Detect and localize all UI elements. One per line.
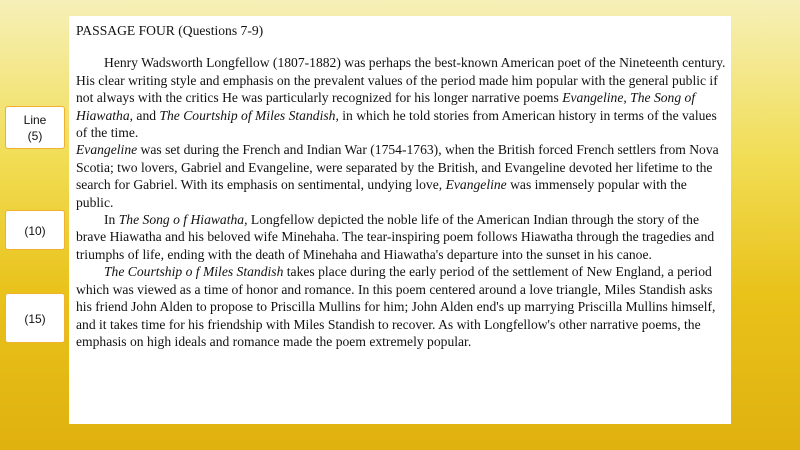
- p1-sep-1: ,: [623, 90, 631, 106]
- poem-title-standish: The Courtship of Miles Standish: [159, 107, 336, 123]
- paragraph-3: [76, 211, 726, 263]
- line-marker-label: Line: [23, 113, 47, 127]
- paragraph-4: [76, 263, 726, 350]
- p4-text-a: takes place during the early period of the settlement of New England, a period which was viewed as a time of honor and romance. In this poem centered around a love triangle, Miles Standish asks his friend John Alden to propose to Priscilla Mullins for him; John Alden end's up marrying Priscilla Mullins himself, and it takes time for his friendship with Miles Standish to recover. As with Longfellow's other narrative poems, the emphasis on high ideals and romance made the poem extremely popular.: [76, 264, 716, 349]
- poem-title-evangeline: Evangeline: [562, 90, 624, 106]
- paragraph-1: [76, 54, 726, 141]
- passage-text: [76, 22, 726, 350]
- paragraph-2: [76, 141, 726, 211]
- line-marker-15: (15): [5, 293, 65, 343]
- line-marker-number-5: (5): [27, 129, 43, 143]
- p3-poem-title: The Song o f Hiawatha: [118, 212, 245, 228]
- p3-text-b: , Longfellow depicted the noble life of the American Indian through the story of the brave Hiawatha and his beloved wife Minehaha. The tear-inspiring poem follows Hiawatha through the tragedies and triumphs of life, ending with the death of Minehaha and Hiawatha's departure into the sunset in his canoe.: [76, 212, 715, 262]
- passage-page: [69, 16, 731, 424]
- p2-text-b: was immensely popular with the public.: [76, 177, 687, 210]
- p1-sep-2: , and: [129, 107, 160, 123]
- line-marker-5: [5, 106, 65, 149]
- p1-text-a: Henry Wadsworth Longfellow (1807-1882) was perhaps the best-known American poet of the Nineteenth century. His clear writing style and emphasis on the prevalent values of the period made him popular with the general public if not always with the critics He was particularly recognized for his longer narrative poems: [76, 55, 726, 106]
- p4-poem-title: The Courtship o f Miles Standish: [104, 264, 284, 280]
- p3-text-a: In: [104, 212, 119, 228]
- p2-text-a: was set during the French and Indian War (1754-1763), when the British forced French settlers from Nova Scotia; two lovers, Gabriel and Evangeline, were separated by the British, and Evangeline devoted her lifetime to the search for Gabriel. With its emphasis on sentimental, undying love,: [76, 142, 719, 193]
- line-marker-10: (10): [5, 210, 65, 250]
- poem-title-hiawatha: The Song of Hiawatha: [76, 90, 696, 123]
- p2-poem-title: Evangeline: [76, 142, 138, 158]
- p1-text-b: , in which he told stories from American history in terms of the values of the time.: [76, 107, 717, 141]
- passage-title: PASSAGE FOUR (Questions 7-9): [76, 23, 264, 38]
- p2-poem-title-2: Evangeline: [445, 177, 507, 193]
